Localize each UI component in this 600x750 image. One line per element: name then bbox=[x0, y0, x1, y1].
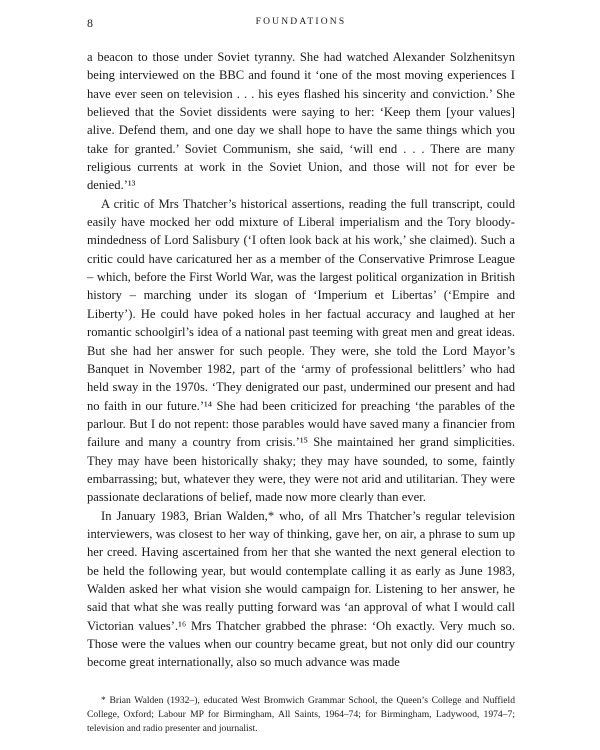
book-page bbox=[87, 14, 515, 736]
footnotes bbox=[87, 694, 515, 737]
page-header bbox=[87, 14, 515, 34]
running-head: FOUNDATIONS bbox=[255, 17, 347, 27]
body-text bbox=[87, 48, 515, 672]
paragraph: a beacon to those under Soviet tyranny. She had watched Alexander Solzhenitsyn being interviewed on the BBC and found it ‘one of the most moving experiences I have ever seen on television . . . his eyes flashed his sincerity and conviction.’ She believed that the Soviet dissidents were saying to her: ‘Keep them [your values] alive. Defend them, and one day we shall hope to have the same things which you take for granted.’ Soviet Communism, she said, ‘will end . . . There are many religious currents at work in the Soviet Union, and those will not for ever be denied.’¹³ bbox=[87, 50, 515, 193]
paragraph: In January 1983, Brian Walden,* who, of all Mrs Thatcher’s regular television interviewers, was closest to her way of thinking, gave her, on air, a phrase to sum up her creed. Having ascertained from her that she wanted the next general election to be held the following year, but would contemplate calling it as early as June 1983, Walden asked her what vision she would campaign for. Listening to her answer, he said that what she was really putting forward was ‘an approval of what I would call Victorian values’.¹⁶ Mrs Thatcher grabbed the phrase: ‘Oh exactly. Very much so. Those were the values when our country became great, but not only did our country become great internationally, also so much advance was made bbox=[87, 508, 515, 670]
paragraph: A critic of Mrs Thatcher’s historical assertions, reading the full transcript, could easily have mocked her odd mixture of Liberal imperialism and the Tory bloody-mindedness of Lord Salisbury (‘I often look back at his work,’ she claimed). Such a critic could have caricatured her as a member of the Conservative Primrose League – which, before the First World War, was the largest political organization in British history – marching under its slogan of ‘Imperium et Libertas’ (‘Empire and Liberty’). He could have poked holes in her factual accuracy and laughed at her romantic schoolgirl’s idea of a national past teeming with great men and great ideas. But she had her answer for such people. They were, she told the Lord Mayor’s Banquet in November 1982, part of the ‘army of professional belittlers’ who had held sway in the 1970s. ‘They denigrated our past, undermined our present and had no faith in our future.’¹⁴ She had been criticized for preaching ‘the parables of the parlour. But I do not repent: those parables would have saved many a financier from failure and many a country from crisis.’¹⁵ She maintained her grand simplicities. They may have been historically shaky; they may have sounded, to some, faintly embarrassing; but, whatever they were, they were not arid and utilitarian. They were passionate declarations of belief, made now more clearly than ever. bbox=[87, 196, 515, 505]
page-number: 8 bbox=[87, 16, 93, 30]
footnote: * Brian Walden (1932–), educated West Bromwich Grammar School, the Queen’s College and Nuffield College, Oxford; Labour MP for Birmingham, All Saints, 1964–74; for Birmingham, Ladywood, 1974–7; television and radio presenter and journalist. bbox=[87, 694, 515, 735]
